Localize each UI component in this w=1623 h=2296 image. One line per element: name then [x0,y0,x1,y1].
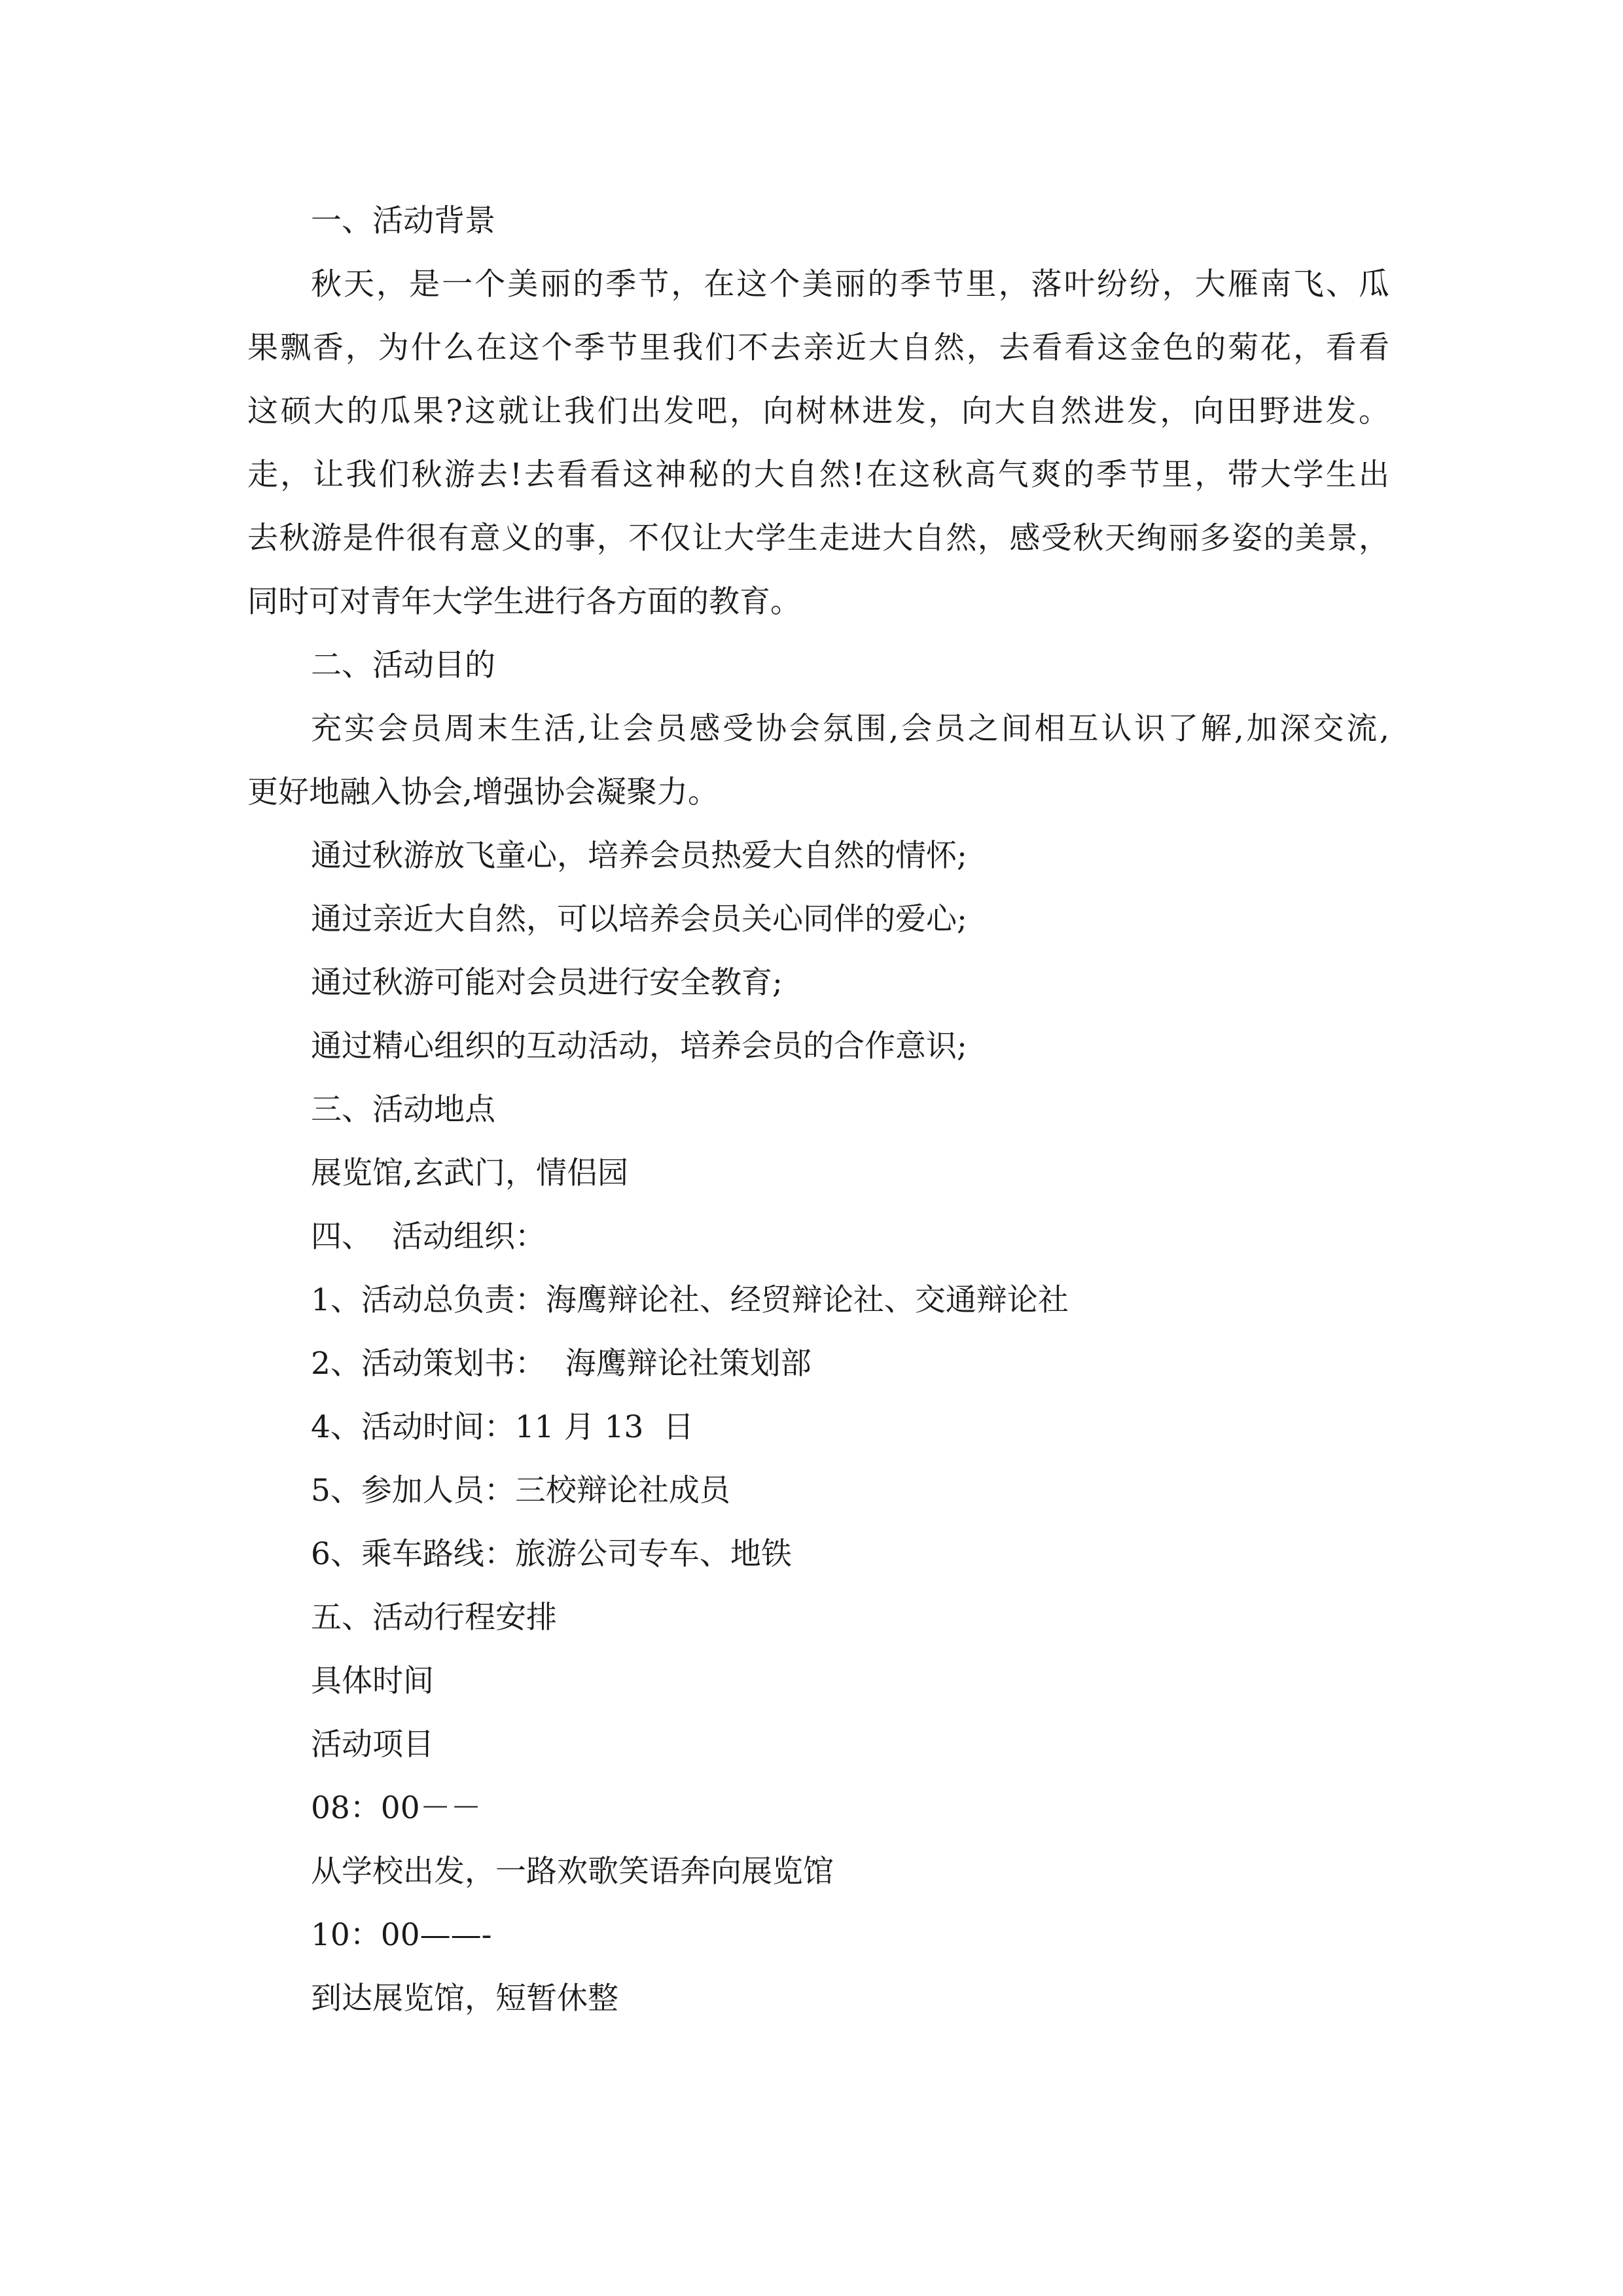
schedule-line: 活动项目 [311,1727,434,1763]
section4-item: 2、活动策划书： 海鹰辩论社策划部 [311,1346,812,1382]
section1-line: 果飘香，为什么在这个季节里我们不去亲近大自然，去看看这金色的菊花，看看 [247,330,1389,366]
section2-line: 更好地融入协会,增强协会凝聚力。 [247,774,719,810]
schedule-line: 08：00－－ [311,1790,482,1826]
section4-item: 6、乘车路线：旅游公司专车、地铁 [311,1536,792,1572]
schedule-line: 从学校出发，一路欢歌笑语奔向展览馆 [311,1854,834,1890]
section3-text: 展览馆,玄武门，情侣园 [311,1155,628,1191]
section4-item: 1、活动总负责：海鹰辩论社、经贸辩论社、交通辩论社 [311,1282,1069,1318]
section2-item: 通过秋游放飞童心，培养会员热爱大自然的情怀; [311,838,967,874]
section2-item: 通过秋游可能对会员进行安全教育; [311,965,783,1001]
section2-item: 通过亲近大自然，可以培养会员关心同伴的爱心; [311,901,967,937]
section1-line: 秋天，是一个美丽的季节，在这个美丽的季节里，落叶纷纷，大雁南飞、瓜 [311,266,1389,302]
schedule-line: 具体时间 [311,1663,434,1699]
section2-item: 通过精心组织的互动活动，培养会员的合作意识; [311,1028,967,1064]
schedule-line: 到达展览馆，短暂休整 [311,1981,618,2017]
section4-heading: 四、 活动组织： [311,1219,546,1255]
section1-line: 同时可对青年大学生进行各方面的教育。 [247,584,801,620]
section1-heading: 一、活动背景 [311,203,495,239]
section2-line: 充实会员周末生活,让会员感受协会氛围,会员之间相互认识了解,加深交流, [311,711,1389,747]
schedule-line: 10：00——- [311,1917,492,1953]
section1-line: 去秋游是件很有意义的事，不仅让大学生走进大自然，感受秋天绚丽多姿的美景， [247,520,1389,556]
section4-item: 5、参加人员：三校辩论社成员 [311,1473,730,1509]
section1-line: 这硕大的瓜果?这就让我们出发吧，向树林进发，向大自然进发，向田野进发。 [247,393,1389,429]
section4-item: 4、活动时间：11 月 13 日 [311,1409,694,1445]
section5-heading: 五、活动行程安排 [311,1600,557,1636]
section1-line: 走，让我们秋游去!去看看这神秘的大自然!在这秋高气爽的季节里，带大学生出 [247,457,1389,493]
section3-heading: 三、活动地点 [311,1092,495,1128]
section2-heading: 二、活动目的 [311,647,495,683]
